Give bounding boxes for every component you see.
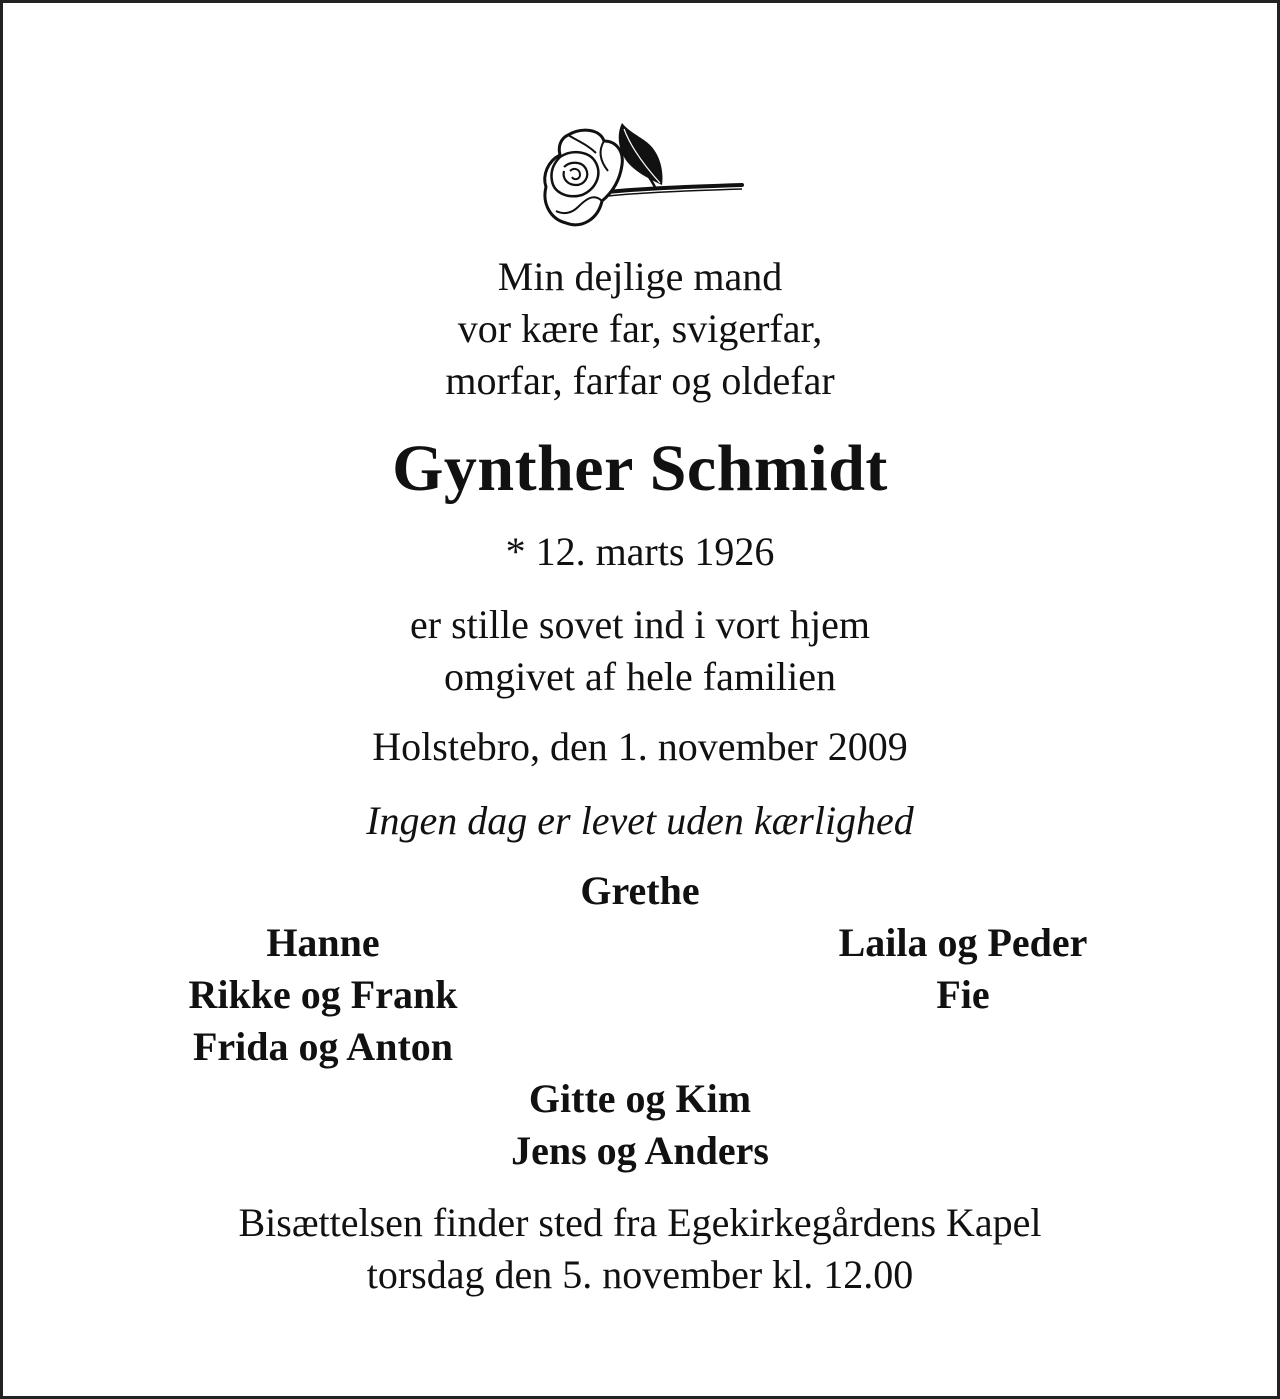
passing-line: er stille sovet ind i vort hjem <box>410 602 870 647</box>
passing-line: omgivet af hele familien <box>443 654 837 699</box>
family-member: Laila og Peder <box>838 920 1088 965</box>
motto: Ingen dag er levet uden kærlighed <box>366 798 914 843</box>
family-right-column <box>803 917 1123 1021</box>
place-and-date: Holstebro, den 1. november 2009 <box>372 724 908 769</box>
funeral-line: Bisættelsen finder sted fra Egekirkegårdens Kapel <box>238 1200 1042 1245</box>
family-member: Rikke og Frank <box>188 972 458 1017</box>
spouse-name: Grethe <box>580 868 700 913</box>
family-member: Gitte og Kim <box>528 1076 752 1121</box>
intro-line: morfar, farfar og oldefar <box>445 358 835 403</box>
passing-text <box>3 599 1277 703</box>
intro-line: Min dejlige mand <box>497 254 783 299</box>
rose-icon <box>538 115 748 245</box>
family-center-group <box>3 1073 1277 1177</box>
intro-text <box>3 251 1277 407</box>
birth-date: * 12. marts 1926 <box>505 529 775 574</box>
family-member: Hanne <box>266 920 380 965</box>
intro-line: vor kære far, svigerfar, <box>457 306 823 351</box>
funeral-info <box>3 1197 1277 1301</box>
family-member: Fie <box>936 972 990 1017</box>
funeral-line: torsdag den 5. november kl. 12.00 <box>366 1252 914 1297</box>
family-member: Frida og Anton <box>192 1024 454 1069</box>
deceased-name: Gynther Schmidt <box>392 432 888 505</box>
family-member: Jens og Anders <box>511 1128 769 1173</box>
family-left-column <box>163 917 483 1073</box>
